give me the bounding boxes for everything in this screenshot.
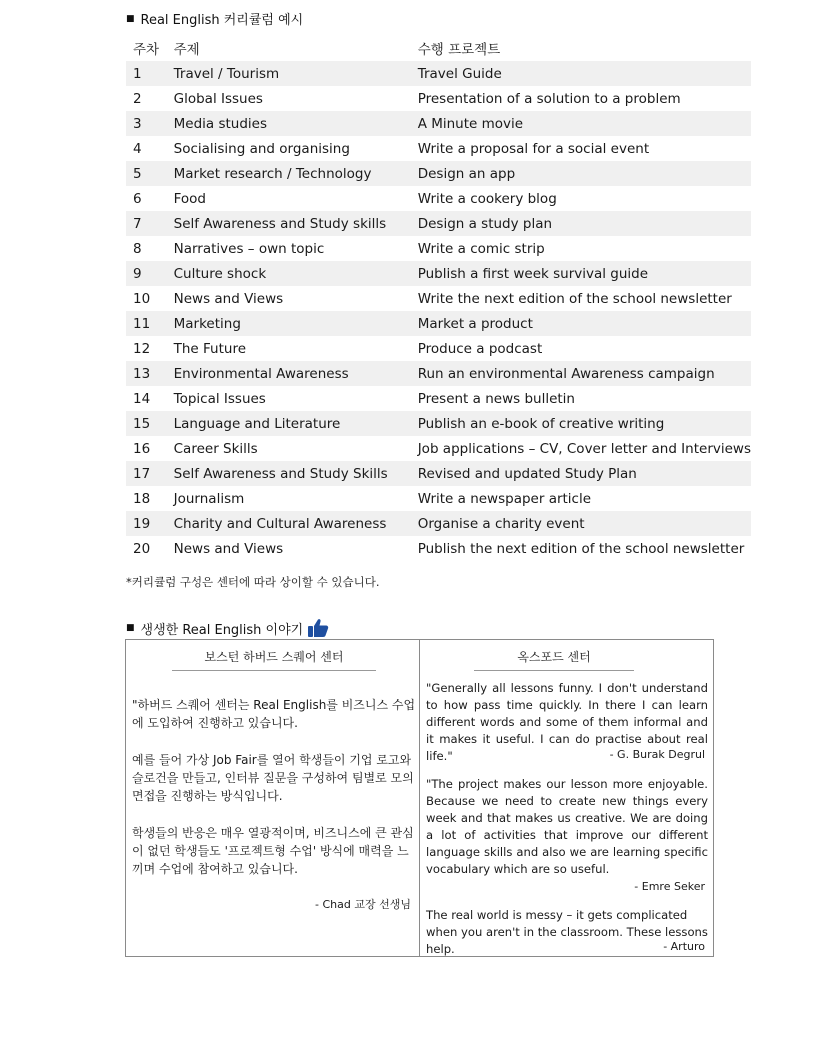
topic-cell: Media studies — [167, 111, 411, 136]
week-cell: 6 — [133, 190, 142, 207]
table-row — [126, 436, 751, 461]
week-cell: 20 — [133, 540, 151, 557]
topic-cell: Travel / Tourism — [167, 61, 411, 86]
project-cell: Organise a charity event — [411, 511, 751, 536]
project-cell: Revised and updated Study Plan — [411, 461, 751, 486]
topic-cell: Food — [173, 190, 206, 207]
week-cell: 16 — [133, 440, 151, 457]
header-topic: 주제 — [173, 42, 200, 58]
week-cell: 19 — [126, 511, 167, 536]
oxford-quote: The real world is messy – it gets complicated when you aren't in the classroom. These lessons help. — [426, 908, 708, 956]
table-row — [126, 161, 751, 186]
week-cell: 11 — [126, 311, 167, 336]
square-bullet-icon: ■ — [126, 623, 135, 633]
header-project: 수행 프로젝트 — [417, 42, 501, 58]
boston-column — [126, 640, 420, 956]
table-row — [126, 286, 751, 311]
topic-cell: Market research / Technology — [167, 161, 411, 186]
table-row — [126, 211, 751, 236]
boston-paragraph: 예를 들어 가상 Job Fair를 열어 학생들이 기업 로고와 슬로건을 만들고, 인터뷰 질문을 구성하여 팀별로 모의 면접을 진행하는 방식입니다. — [132, 753, 414, 803]
table-row — [126, 186, 751, 211]
week-cell: 8 — [133, 240, 142, 257]
topic-cell: Environmental Awareness — [167, 361, 411, 386]
boston-paragraph: 학생들의 반응은 매우 열광적이며, 비즈니스에 큰 관심이 없던 학생들도 '프로젝트형 수업' 방식에 매력을 느끼며 수업에 참여하고 있습니다. — [132, 826, 414, 876]
header-week: 주차 — [133, 42, 160, 58]
project-cell: Write a cookery blog — [417, 190, 557, 207]
project-cell: Publish a first week survival guide — [411, 261, 751, 286]
week-cell: 4 — [133, 140, 142, 157]
oxford-heading: 옥스포드 센터 — [474, 648, 634, 671]
table-row — [126, 236, 751, 261]
oxford-signature: - G. Burak Degrul — [609, 748, 705, 761]
table-row — [126, 136, 751, 161]
topic-cell: Culture shock — [167, 261, 411, 286]
project-cell: Write a comic strip — [417, 240, 545, 257]
week-cell: 2 — [133, 90, 142, 107]
table-row — [126, 536, 751, 561]
table-row — [126, 386, 751, 411]
table-row — [126, 61, 751, 86]
stories-title-text: 생생한 Real English 이야기 — [140, 622, 304, 638]
curriculum-title-text: Real English 커리큘럼 예시 — [140, 13, 304, 28]
table-row — [126, 336, 751, 361]
week-cell: 15 — [126, 411, 167, 436]
table-row — [126, 461, 751, 486]
week-cell: 10 — [133, 290, 151, 307]
topic-cell: News and Views — [173, 290, 284, 307]
week-cell: 12 — [133, 340, 151, 357]
stories-section-title — [126, 618, 329, 638]
week-cell: 14 — [133, 390, 151, 407]
topic-cell: Charity and Cultural Awareness — [167, 511, 411, 536]
project-cell: Design an app — [411, 161, 751, 186]
project-cell: Design a study plan — [411, 211, 751, 236]
curriculum-note: *커리큘럼 구성은 센터에 따라 상이할 수 있습니다. — [126, 575, 380, 589]
oxford-quote: "The project makes our lesson more enjoyable. Because we need to create new things every week and that makes us creative. We are doing a lot of activities that improve our different language skills and also we are learning specific vocabulary which are so useful. — [426, 777, 708, 876]
boston-signature: - Chad 교장 선생님 — [315, 898, 411, 911]
stories-box — [125, 639, 714, 957]
thumbs-up-icon — [307, 618, 329, 638]
week-cell: 5 — [126, 161, 167, 186]
project-cell: Presentation of a solution to a problem — [417, 90, 681, 107]
project-cell: Write a newspaper article — [417, 490, 592, 507]
topic-cell: Narratives – own topic — [173, 240, 325, 257]
table-row — [126, 511, 751, 536]
week-cell: 3 — [126, 111, 167, 136]
table-row — [126, 311, 751, 336]
project-cell: Publish the next edition of the school newsletter — [417, 540, 745, 557]
curriculum-table — [126, 35, 751, 561]
topic-cell: Self Awareness and Study skills — [167, 211, 411, 236]
table-row — [126, 486, 751, 511]
topic-cell: Socialising and organising — [173, 140, 350, 157]
boston-heading: 보스턴 하버드 스퀘어 센터 — [172, 648, 376, 671]
curriculum-section-title — [126, 9, 303, 28]
project-cell: Produce a podcast — [417, 340, 543, 357]
topic-cell: Journalism — [173, 490, 245, 507]
week-cell: 17 — [126, 461, 167, 486]
topic-cell: Language and Literature — [167, 411, 411, 436]
project-cell: Travel Guide — [411, 61, 751, 86]
week-cell: 13 — [126, 361, 167, 386]
table-row — [126, 261, 751, 286]
boston-paragraph: "하버드 스퀘어 센터는 Real English를 비즈니스 수업에 도입하여 진행하고 있습니다. — [132, 698, 416, 730]
week-cell: 7 — [126, 211, 167, 236]
topic-cell: Marketing — [167, 311, 411, 336]
oxford-signature: - Emre Seker — [634, 880, 705, 893]
topic-cell: Career Skills — [173, 440, 258, 457]
project-cell: Publish an e-book of creative writing — [411, 411, 751, 436]
week-cell: 18 — [133, 490, 151, 507]
project-cell: Run an environmental Awareness campaign — [411, 361, 751, 386]
table-row — [126, 361, 751, 386]
oxford-column — [420, 640, 713, 956]
topic-cell: Topical Issues — [173, 390, 266, 407]
table-header-row — [126, 35, 751, 61]
topic-cell: News and Views — [173, 540, 284, 557]
topic-cell: Self Awareness and Study Skills — [167, 461, 411, 486]
week-cell: 1 — [126, 61, 167, 86]
table-row — [126, 411, 751, 436]
project-cell: Write a proposal for a social event — [417, 140, 650, 157]
project-cell: Market a product — [411, 311, 751, 336]
project-cell: Job applications – CV, Cover letter and Interviews — [417, 440, 751, 457]
topic-cell: Global Issues — [173, 90, 263, 107]
table-row — [126, 86, 751, 111]
table-row — [126, 111, 751, 136]
oxford-quote: "Generally all lessons funny. I don't understand to how pass time quickly. In there I can learn different words and some of them informal and it makes it useful. I can do practise about real life." — [426, 681, 708, 763]
project-cell: Present a news bulletin — [417, 390, 575, 407]
square-bullet-icon: ■ — [126, 13, 135, 24]
topic-cell: The Future — [173, 340, 247, 357]
project-cell: Write the next edition of the school newsletter — [417, 290, 732, 307]
project-cell: A Minute movie — [411, 111, 751, 136]
week-cell: 9 — [126, 261, 167, 286]
oxford-signature: - Arturo — [663, 940, 705, 953]
